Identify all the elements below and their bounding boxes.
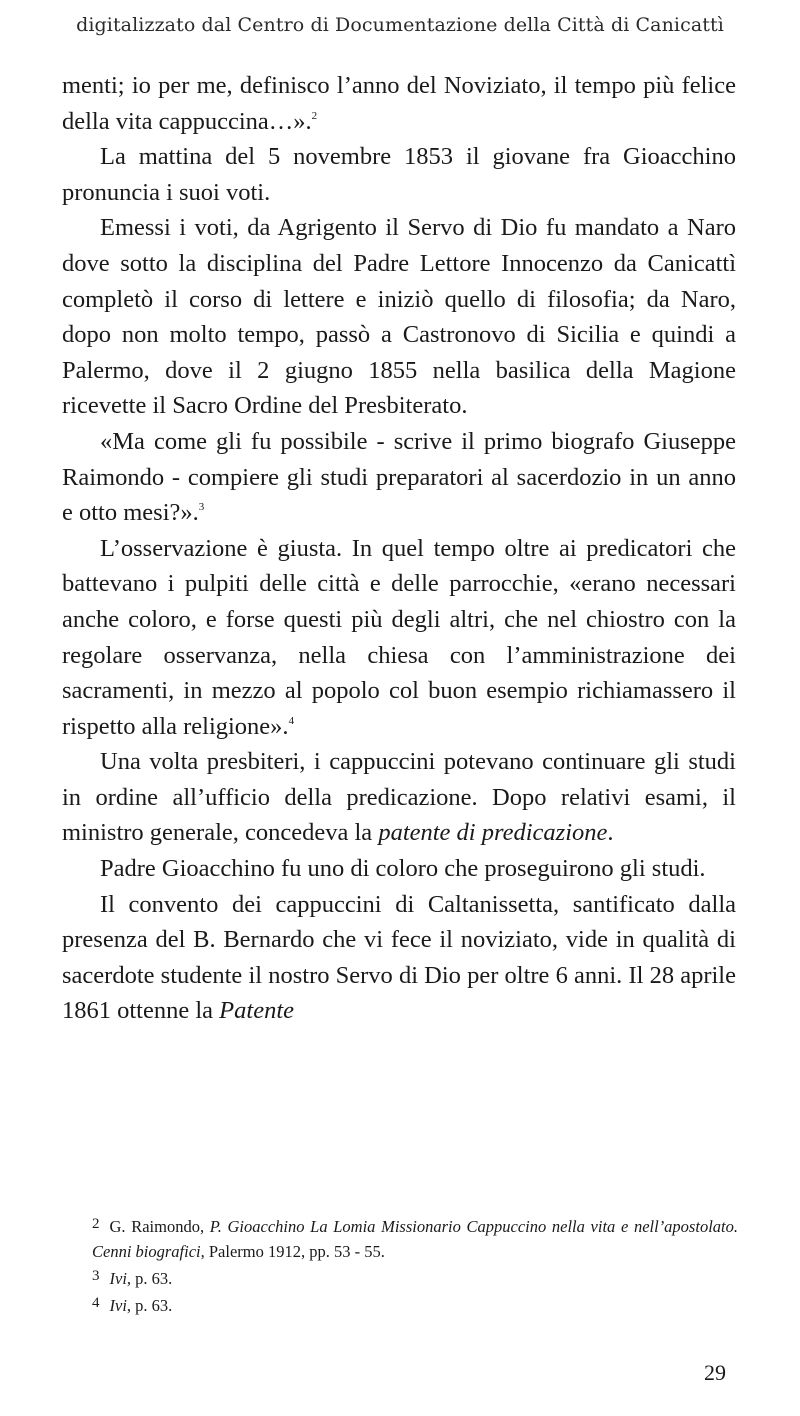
paragraph: «Ma come gli fu possibile - scrive il primo biografo Giuseppe Raimondo - compiere gli studi preparatori al sacerdozio in un anno e otto mesi?».$^3$ — [62, 427, 736, 527]
body-text — [62, 68, 736, 1029]
paragraph: Emessi i voti, da Agrigento il Servo di Dio fu mandato a Naro dove sotto la disciplina del Padre Lettore Innocenzo da Canicattì completò il corso di lettere e iniziò quello di filosofia; da Naro, dopo non molto tempo, passò a Castronovo di Sicilia e quindi a Palermo, dove il 2 giugno 1855 nella basilica della Magione ricevette il Sacro Ordine del Presbiterato. — [62, 214, 736, 420]
footnote: 4 Ivi, p. 63. — [92, 1295, 173, 1315]
footnote: 3 Ivi, p. 63. — [92, 1268, 173, 1288]
paragraph: Una volta presbiteri, i cappuccini potevano continuare gli studi in ordine all’ufficio della predicazione. Dopo relativi esami, il ministro generale, concedeva la patente di predicazione. — [62, 748, 736, 847]
paragraph: menti; io per me, definisco l’anno del Noviziato, il tempo più felice della vita cappuccina…».$^2$ — [62, 72, 736, 135]
footnotes — [92, 1212, 738, 1318]
paragraph: L’osservazione è giusta. In quel tempo oltre ai predicatori che battevano i pulpiti delle città e delle parrocchie, «erano necessari anche coloro, e forse questi più degli altri, che nel chiostro con la regolare osservanza, nella chiesa con l’amministrazione dei sacramenti, in mezzo al popolo col buon esempio richiamassero il rispetto alla religione».$^4$ — [62, 534, 736, 740]
paragraph: Padre Gioacchino fu uno di coloro che proseguirono gli studi. — [100, 855, 706, 883]
footnote-ref: 2 — [311, 109, 318, 122]
footnote-ref: 3 — [198, 501, 205, 514]
watermark: digitalizzato dal Centro di Documentazione della Città di Canicattì — [76, 14, 724, 36]
page-number: 29 — [704, 1360, 726, 1385]
paragraph: La mattina del 5 novembre 1853 il giovane fra Gioacchino pronuncia i suoi voti. — [62, 143, 736, 206]
footnote-ref: 4 — [288, 714, 295, 727]
footnote: 2 G. Raimondo, P. Gioacchino La Lomia Missionario Cappuccino nella vita e nell’apostolato. Cenni biografici, Palermo 1912, pp. 53 - 55. — [92, 1216, 738, 1261]
paragraph: Il convento dei cappuccini di Caltanissetta, santificato dalla presenza del B. Bernardo che vi fece il noviziato, vide in qualità di sacerdote studente il nostro Servo di Dio per oltre 6 anni. Il 28 aprile 1861 ottenne la Patente — [62, 890, 736, 1025]
